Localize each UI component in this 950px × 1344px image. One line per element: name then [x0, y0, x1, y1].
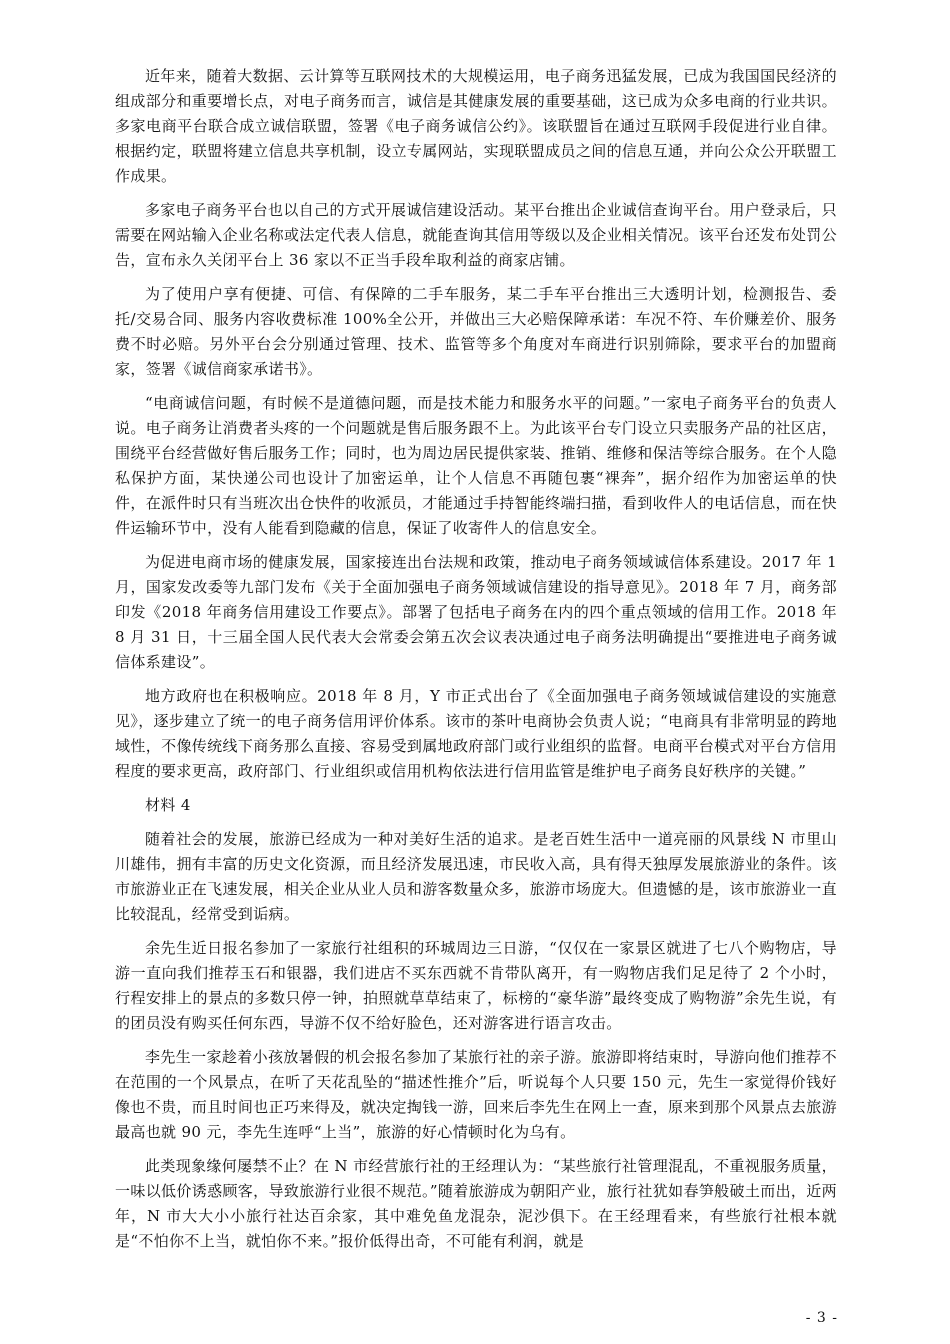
paragraph-after-sales-service: “电商诚信问题，有时候不是道德问题，而是技术能力和服务水平的问题。”一家电子商务平台的负责人说。电子商务让消费者头疼的一个问题就是售后服务跟不上。为此该平台专门设立只卖服务产品的社区店，围绕平台经营做好售后服务工作；同时，也为周边居民提供家装、推销、维修和保洁等综合服务。在个人隐私保护方面，某快递公司也设计了加密运单，让个人信息不再随包裹“裸奔”，据介绍作为加密运单的快件，在派件时只有当班次出仓快件的收派员，才能通过手持智能终端扫描，看到收件人的电话信息，而在快件运输环节中，没有人能看到隐藏的信息，保证了收寄件人的信息安全。	[115, 394, 837, 537]
paragraph-national-policy: 为促进电商市场的健康发展，国家接连出台法规和政策，推动电子商务领域诚信体系建设。2017 年 1 月，国家发改委等九部门发布《关于全面加强电子商务领域诚信建设的指导意见》。2018 年 7 月，商务部印发《2018 年商务信用建设工作要点》。部署了包括电子商务在内的四个重点领域的信用工作。2018 年 8 月 31 日，十三届全国人民代表大会常委会第五次会议表决通过电子商务法明确提出“要推进电子商务诚信体系建设”。	[115, 553, 837, 671]
paragraph-mr-li-family-tour: 李先生一家趁着小孩放暑假的机会报名参加了某旅行社的亲子游。旅游即将结束时，导游向他们推荐不在范围的一个风景点，在听了天花乱坠的“描述性推介”后，听说每个人只要 150 元，先生一家觉得价钱好像也不贵，而且时间也正巧来得及，就决定掏钱一游，回来后李先生在网上一查，原来到那个风景点去旅游最高也就 90 元，李先生连呼“上当”，旅游的好心情顿时化为乌有。	[115, 1048, 837, 1141]
paragraph-tourism-overview: 随着社会的发展，旅游已经成为一种对美好生活的追求。是老百姓生活中一道亮丽的风景线 N 市里山川雄伟，拥有丰富的历史文化资源，而且经济发展迅速，市民收入高，具有得天独厚发展旅游业的条件。该市旅游业正在飞速发展，相关企业从业人员和游客数量众多，旅游市场庞大。但遗憾的是，该市旅游业一直比较混乱，经常受到诟病。	[115, 830, 837, 923]
paragraph-ecommerce-integrity-alliance: 近年来，随着大数据、云计算等互联网技术的大规模运用，电子商务迅猛发展，已成为我国国民经济的组成部分和重要增长点，对电子商务而言，诚信是其健康发展的重要基础，这已成为众多电商的行业共识。多家电商平台联合成立诚信联盟，签署《电子商务诚信公约》。该联盟旨在通过互联网手段促进行业自律。根据约定，联盟将建立信息共享机制，设立专属网站，实现联盟成员之间的信息互通，并向公众公开联盟工作成果。	[115, 67, 837, 185]
page-number: - 3 -	[805, 1310, 838, 1326]
section-heading-material-4: 材料 4	[145, 796, 191, 814]
document-page	[115, 64, 837, 1263]
paragraph-manager-wang-opinion: 此类现象缘何屡禁不止？在 N 市经营旅行社的王经理认为：“某些旅行社管理混乱，不重视服务质量，一味以低价诱惑顾客，导致旅游行业很不规范。”随着旅游成为朝阳产业，旅行社犹如春笋般破土而出，近两年，N 市大大小小旅行社达百余家，其中难免鱼龙混杂，泥沙俱下。在王经理看来，有些旅行社根本就是“不怕你不上当，就怕你不来。”报价低得出奇，不可能有利润，就是	[115, 1157, 837, 1250]
paragraph-local-government: 地方政府也在积极响应。2018 年 8 月，Y 市正式出台了《全面加强电子商务领域诚信建设的实施意见》，逐步建立了统一的电子商务信用评价体系。该市的茶叶电商协会负责人说；“电商具有非常明显的跨地域性，不像传统线下商务那么直接、容易受到属地政府部门或行业组织的监督。电商平台模式对平台方信用程度的要求更高，政府部门、行业组织或信用机构依法进行信用监管是维护电子商务良好秩序的关键。”	[115, 687, 837, 780]
paragraph-used-car-platform: 为了使用户享有便捷、可信、有保障的二手车服务，某二手车平台推出三大透明计划，检测报告、委托/交易合同、服务内容收费标准 100%全公开，并做出三大必赔保障承诺：车况不符、车价赚差价、服务费不时必赔。另外平台会分别通过管理、技术、监管等多个角度对车商进行识别筛除，要求平台的加盟商家，签署《诚信商家承诺书》。	[115, 285, 837, 378]
paragraph-platform-credit-query: 多家电子商务平台也以自己的方式开展诚信建设活动。某平台推出企业诚信查询平台。用户登录后，只需要在网站输入企业名称或法定代表人信息，就能查询其信用等级以及企业相关情况。该平台还发布处罚公告，宣布永久关闭平台上 36 家以不正当手段牟取利益的商家店铺。	[115, 201, 837, 269]
paragraph-mr-yu-shopping-tour: 余先生近日报名参加了一家旅行社组积的环城周边三日游，“仅仅在一家景区就进了七八个购物店，导游一直向我们推荐玉石和银器，我们进店不买东西就不肯带队离开，有一购物店我们足足待了 2 个小时，行程安排上的景点的多数只停一钟，拍照就草草结束了，标榜的“豪华游”最终变成了购物游”余先生说，有的团员没有购买任何东西，导游不仅不给好脸色，还对游客进行语言攻击。	[115, 939, 837, 1032]
